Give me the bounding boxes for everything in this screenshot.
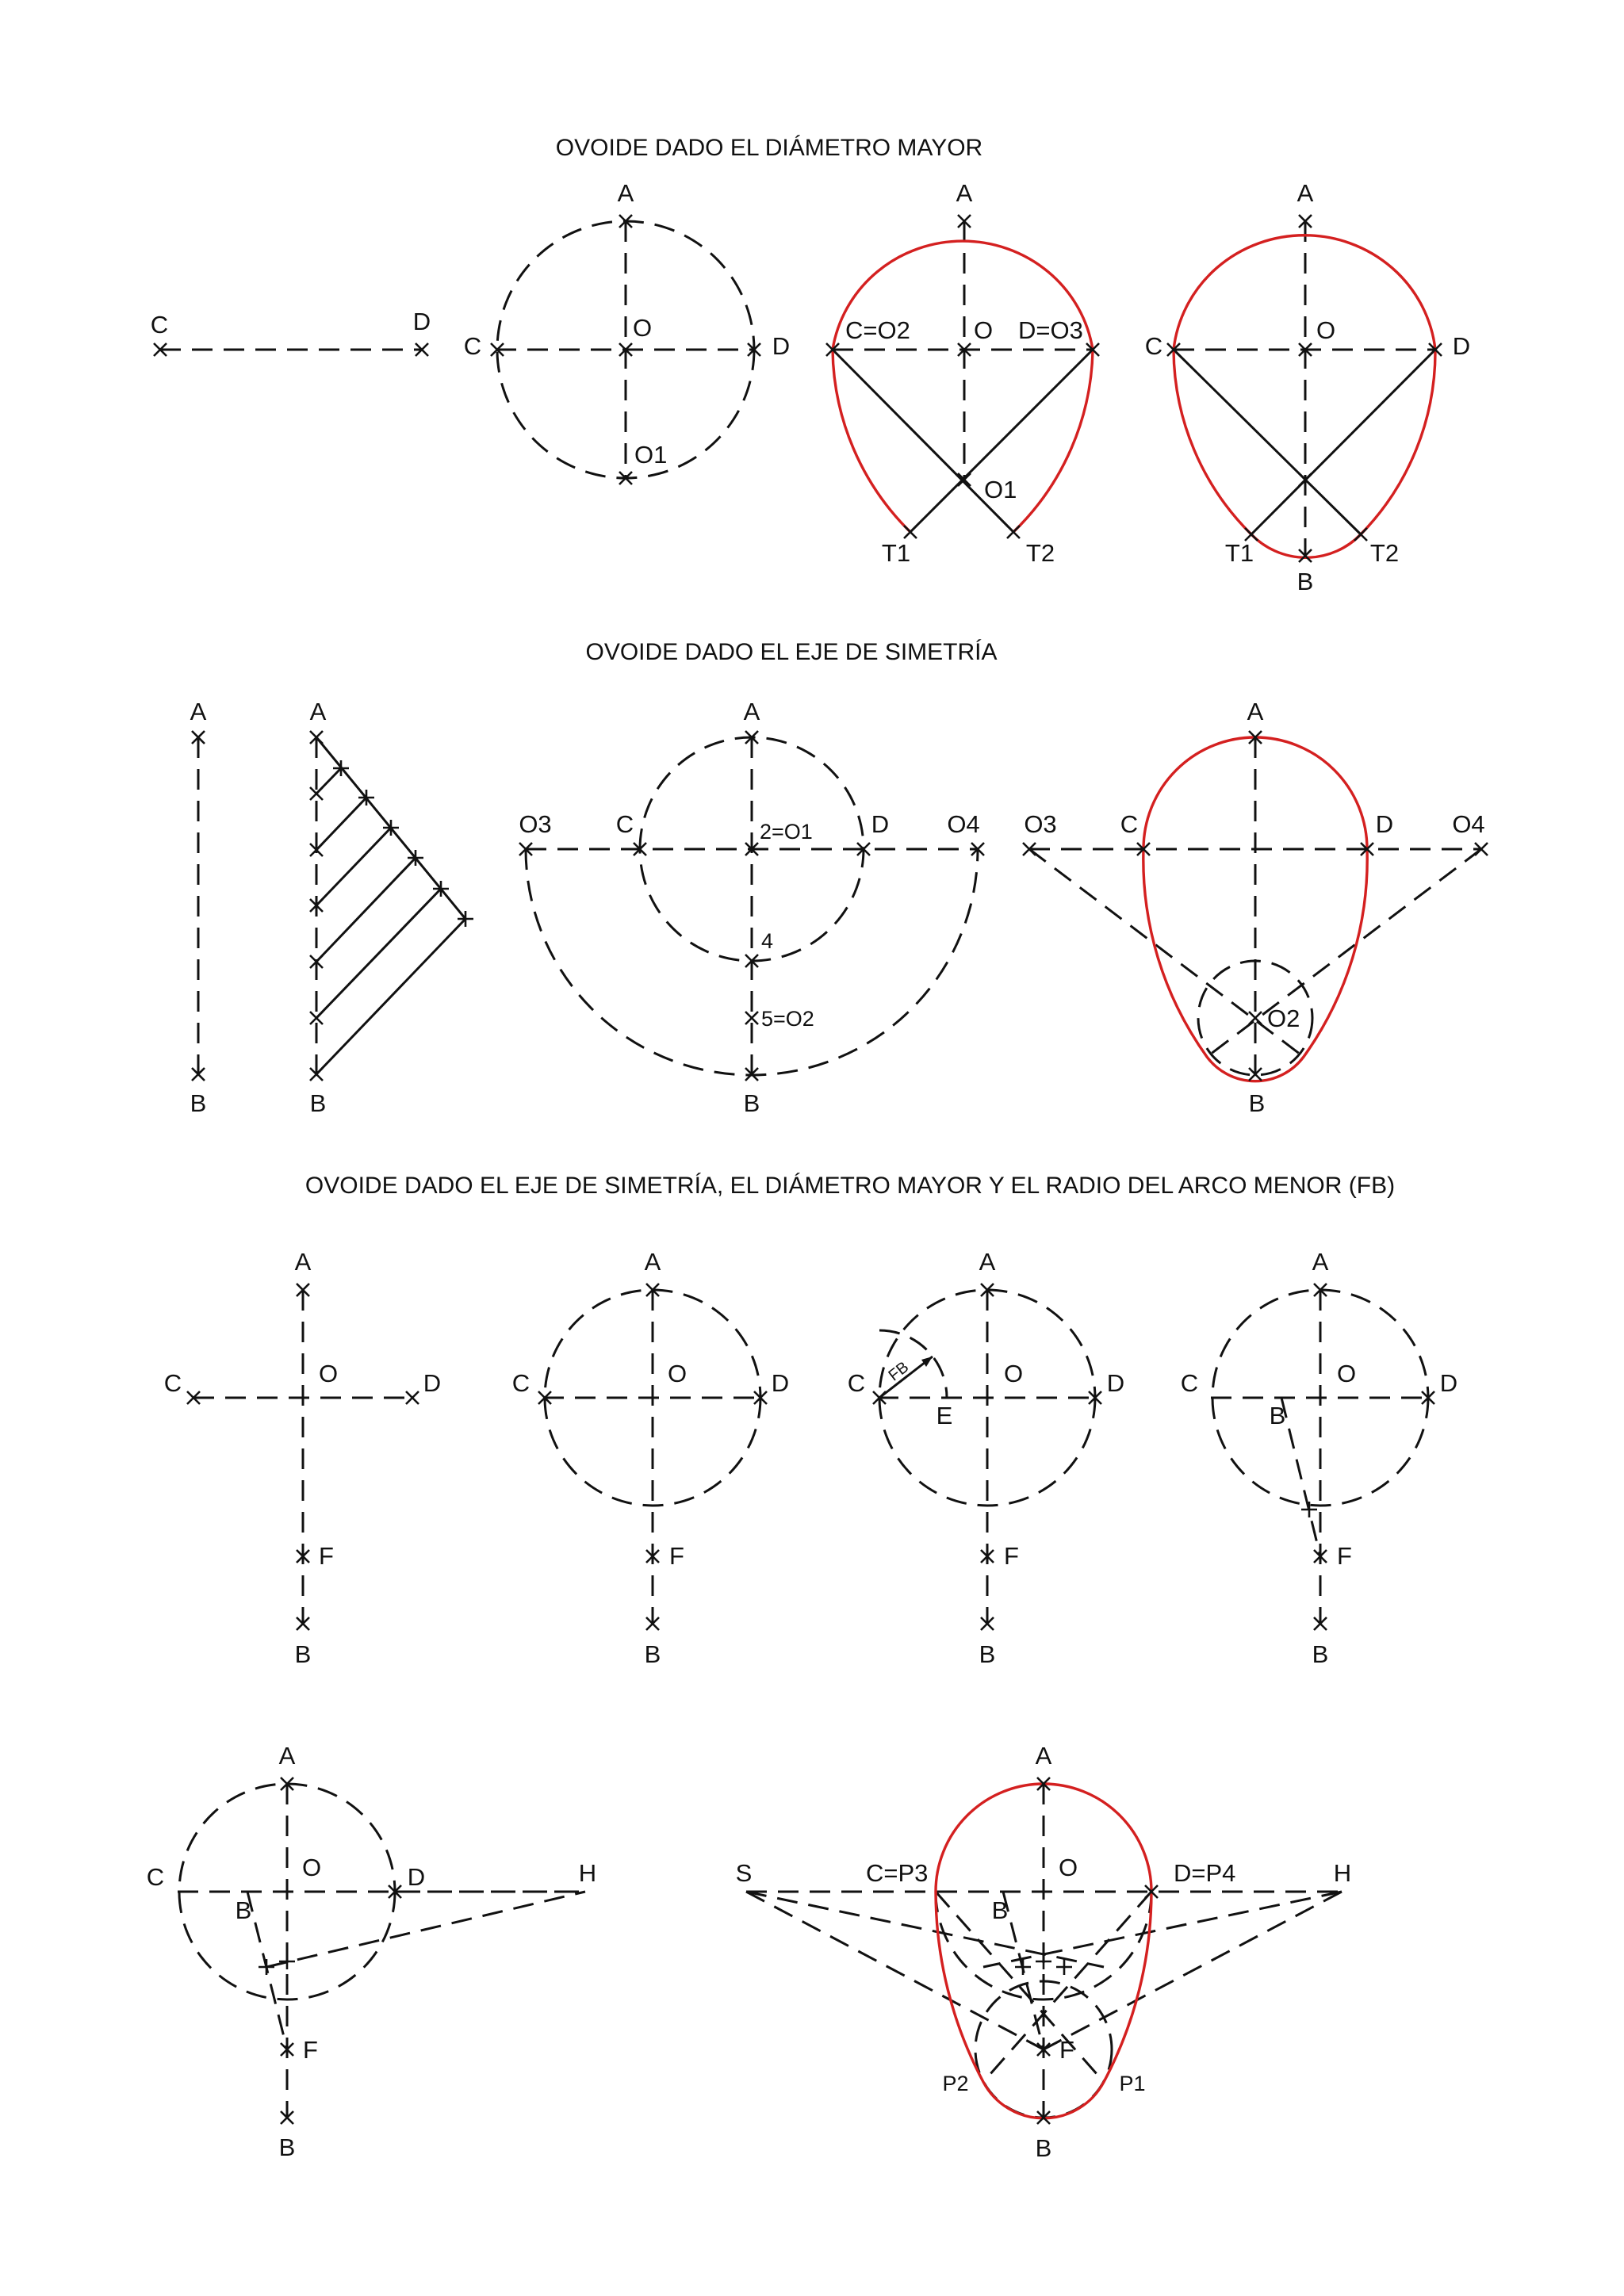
title-major-diameter: OVOIDE DADO EL DIÁMETRO MAYOR: [555, 135, 983, 161]
label-b: B: [309, 1089, 327, 1117]
label-o2: O2: [1267, 1004, 1300, 1032]
label-a: A: [1297, 179, 1314, 207]
label-p2: P2: [942, 2072, 969, 2095]
fig-3-2-circle: [512, 1248, 789, 1668]
label-d: D: [1375, 810, 1394, 838]
label-t1: T1: [1224, 539, 1254, 567]
fig-3-4-line-ef: [1181, 1248, 1457, 1668]
label-h: H: [578, 1859, 597, 1887]
label-c: C: [847, 1369, 866, 1397]
label-d: D: [1439, 1369, 1458, 1397]
label-c: C: [163, 1369, 182, 1397]
label-o: O: [1337, 1360, 1357, 1387]
label-o: O: [302, 1854, 322, 1881]
label-b: B: [278, 2133, 296, 2161]
label-h: H: [1333, 1859, 1352, 1887]
label-s: S: [735, 1859, 753, 1887]
label-a: A: [617, 179, 634, 207]
label-c: C: [511, 1369, 530, 1397]
label-a: A: [743, 698, 760, 725]
fig-2-4-ovoid-symmetry: [1023, 698, 1488, 1117]
fig-3-1-axes: [164, 1248, 441, 1668]
label-a: A: [190, 698, 207, 725]
label-t1: T1: [881, 539, 911, 567]
label-o4: O4: [947, 810, 980, 838]
label-c: C: [1120, 810, 1139, 838]
fig-3-6-final-ovoid: [736, 1742, 1352, 2162]
label-c: C: [615, 810, 634, 838]
label-o: O: [319, 1360, 339, 1387]
label-e: E: [936, 1402, 953, 1429]
title-symmetry-axis: OVOIDE DADO EL EJE DE SIMETRÍA: [585, 639, 998, 665]
label-a: A: [294, 1248, 312, 1276]
fig-1-3-ovoid-construction: [826, 179, 1099, 567]
label-a: A: [979, 1248, 996, 1276]
label-b: B: [743, 1089, 760, 1117]
label-a: A: [1035, 1742, 1052, 1770]
label-a: A: [309, 698, 327, 725]
label-b: B: [979, 1640, 996, 1668]
label-e: B: [235, 1896, 252, 1924]
label-c: C: [150, 311, 169, 339]
fig-3-5-bisector-h: [147, 1742, 596, 2161]
label-o1: O1: [634, 441, 668, 469]
label-o4: O4: [1452, 810, 1485, 838]
label-o3: O3: [1024, 810, 1057, 838]
label-p1: P1: [1119, 2072, 1146, 2095]
label-b: B: [1248, 1089, 1266, 1117]
label-t2: T2: [1369, 539, 1400, 567]
label-o: O: [668, 1360, 688, 1387]
label-e: B: [991, 1896, 1009, 1924]
label-o: O: [974, 316, 994, 344]
fig-2-3-construction-arcs: [519, 698, 984, 1117]
title-axis-diameter-radius: OVOIDE DADO EL EJE DE SIMETRÍA, EL DIÁMETRO MAYOR Y EL RADIO DEL ARCO MENOR (FB): [304, 1173, 1396, 1199]
label-c: C: [146, 1863, 165, 1891]
label-b: B: [644, 1640, 661, 1668]
label-o: O: [1316, 316, 1336, 344]
label-a: A: [956, 179, 973, 207]
label-a: A: [644, 1248, 661, 1276]
label-fb: FB: [885, 1358, 913, 1385]
label-c: C: [463, 332, 482, 360]
label-d: D: [1106, 1369, 1125, 1397]
fig-1-1-segment-cd: [151, 308, 431, 356]
label-5-o2: 5=O2: [761, 1007, 814, 1031]
label-f: F: [1337, 1542, 1352, 1570]
label-d: D: [407, 1863, 426, 1891]
label-o: O: [633, 314, 653, 342]
label-d: D: [871, 810, 890, 838]
label-d: D: [771, 1369, 790, 1397]
label-b: B: [294, 1640, 312, 1668]
label-d: D: [423, 1369, 442, 1397]
fig-1-4-ovoid-complete: [1145, 179, 1470, 595]
label-o: O: [1059, 1854, 1078, 1881]
label-d: D: [1452, 332, 1471, 360]
label-e: B: [1269, 1402, 1286, 1429]
fig-2-2-axis-division: [310, 698, 473, 1117]
fig-1-2-circle-axes: [464, 179, 790, 484]
label-c-o2: C=O2: [845, 316, 910, 344]
label-c: C: [1180, 1369, 1199, 1397]
label-f: F: [1004, 1542, 1019, 1570]
label-o1: O1: [984, 476, 1017, 503]
label-f: F: [1059, 2036, 1074, 2064]
label-d: D: [772, 332, 791, 360]
label-b: B: [1035, 2134, 1052, 2162]
label-d-p4: D=P4: [1174, 1859, 1236, 1887]
label-c: C: [1144, 332, 1163, 360]
label-2-o1: 2=O1: [760, 820, 813, 844]
label-b: B: [190, 1089, 207, 1117]
label-a: A: [1247, 698, 1264, 725]
label-d-o3: D=O3: [1018, 316, 1083, 344]
label-o3: O3: [519, 810, 552, 838]
label-c-p3: C=P3: [866, 1859, 929, 1887]
label-t2: T2: [1025, 539, 1055, 567]
label-b: B: [1312, 1640, 1329, 1668]
label-b: B: [1297, 568, 1314, 595]
label-a: A: [1312, 1248, 1329, 1276]
label-f: F: [303, 2036, 318, 2064]
fig-3-3-radius-fb: [848, 1248, 1124, 1668]
ovoid-outline-partial: [833, 241, 1093, 532]
label-d: D: [412, 308, 431, 335]
label-f: F: [319, 1542, 334, 1570]
label-o: O: [1004, 1360, 1024, 1387]
fig-2-1-axis-ab: [190, 698, 207, 1117]
label-4: 4: [761, 929, 774, 953]
label-a: A: [278, 1742, 296, 1770]
label-f: F: [669, 1542, 684, 1570]
